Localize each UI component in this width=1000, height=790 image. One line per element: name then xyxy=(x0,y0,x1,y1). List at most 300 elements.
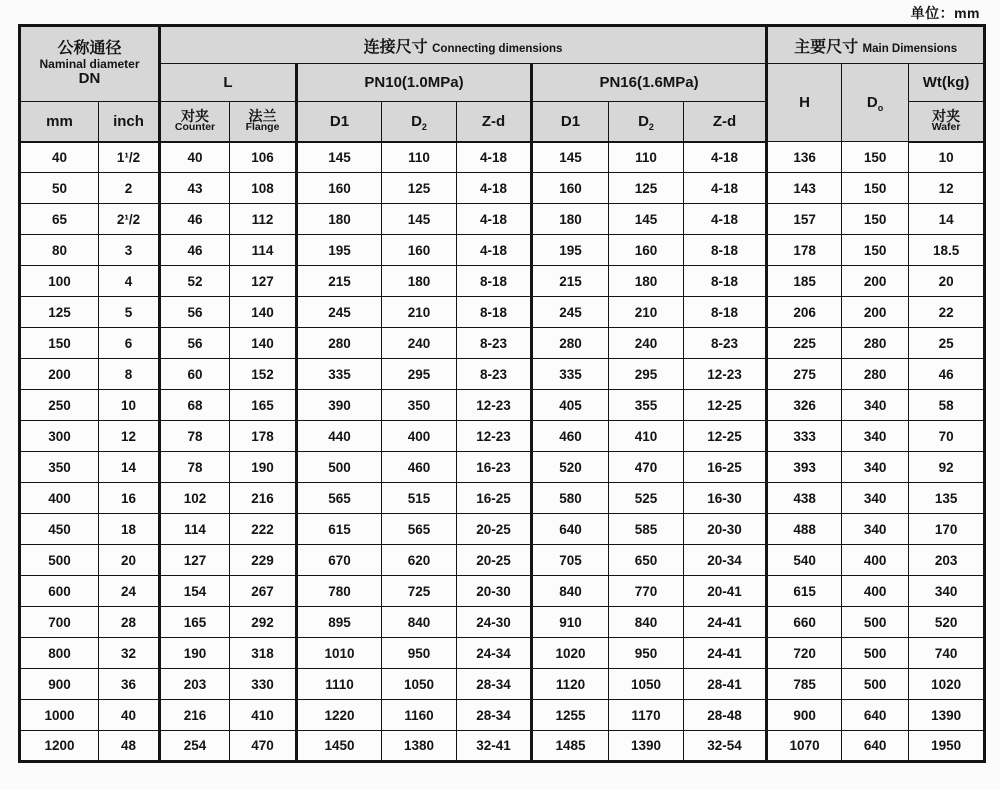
table-cell: 32-54 xyxy=(684,731,767,762)
table-cell: 470 xyxy=(230,731,297,762)
table-cell: 222 xyxy=(230,514,297,545)
table-cell: 267 xyxy=(230,576,297,607)
table-cell: 125 xyxy=(20,297,99,328)
table-cell: 780 xyxy=(297,576,382,607)
table-cell: 216 xyxy=(230,483,297,514)
header-pn16-d2: $D_2$ xyxy=(609,102,684,142)
table-cell: 40 xyxy=(20,142,99,173)
table-cell: 240 xyxy=(609,328,684,359)
table-cell: 8-23 xyxy=(684,328,767,359)
table-cell: 36 xyxy=(99,669,160,700)
table-cell: 4-18 xyxy=(457,235,532,266)
table-cell: 28-48 xyxy=(684,700,767,731)
table-cell: 16-25 xyxy=(457,483,532,514)
table-cell: 125 xyxy=(609,173,684,204)
table-cell: 200 xyxy=(842,266,909,297)
table-cell: 135 xyxy=(909,483,985,514)
table-cell: 102 xyxy=(160,483,230,514)
header-connecting-dimensions xyxy=(160,26,767,64)
table-cell: 20-25 xyxy=(457,514,532,545)
table-cell: 326 xyxy=(767,390,842,421)
table-cell: 300 xyxy=(20,421,99,452)
header-pn16-zd: Z-d xyxy=(684,102,767,142)
table-cell: 106 xyxy=(230,142,297,173)
table-cell: 32-41 xyxy=(457,731,532,762)
table-cell: 80 xyxy=(20,235,99,266)
table-cell: 460 xyxy=(382,452,457,483)
table-cell: 400 xyxy=(842,576,909,607)
table-cell: 400 xyxy=(842,545,909,576)
table-cell: 165 xyxy=(230,390,297,421)
table-cell: 600 xyxy=(20,576,99,607)
table-cell: 340 xyxy=(909,576,985,607)
table-cell: 170 xyxy=(909,514,985,545)
table-cell: 108 xyxy=(230,173,297,204)
table-cell: 405 xyxy=(532,390,609,421)
table-cell: 620 xyxy=(382,545,457,576)
table-cell: 280 xyxy=(532,328,609,359)
table-row xyxy=(20,204,985,235)
table-cell: 335 xyxy=(532,359,609,390)
table-cell: 145 xyxy=(382,204,457,235)
table-cell: 720 xyxy=(767,638,842,669)
table-cell: 40 xyxy=(99,700,160,731)
nominal-diameter-code: DN xyxy=(78,69,101,87)
table-row xyxy=(20,638,985,669)
table-cell: 145 xyxy=(297,142,382,173)
table-cell: 3 xyxy=(99,235,160,266)
table-cell: 185 xyxy=(767,266,842,297)
table-cell: 280 xyxy=(297,328,382,359)
table-cell: 46 xyxy=(160,204,230,235)
table-cell: 1000 xyxy=(20,700,99,731)
table-row xyxy=(20,576,985,607)
table-row xyxy=(20,390,985,421)
table-cell: 580 xyxy=(532,483,609,514)
header-nominal-diameter xyxy=(20,26,160,102)
table-cell: 20 xyxy=(99,545,160,576)
table-cell: 565 xyxy=(382,514,457,545)
table-cell: 254 xyxy=(160,731,230,762)
table-cell: 56 xyxy=(160,297,230,328)
table-cell: 740 xyxy=(909,638,985,669)
header-mm: mm xyxy=(20,102,99,142)
table-cell: 28-41 xyxy=(684,669,767,700)
header-wafer: 对夹 Wafer xyxy=(909,102,985,142)
table-cell: 215 xyxy=(297,266,382,297)
table-cell: 140 xyxy=(230,297,297,328)
table-cell: 1120 xyxy=(532,669,609,700)
table-cell: 910 xyxy=(532,607,609,638)
table-cell: 136 xyxy=(767,142,842,173)
table-cell: 68 xyxy=(160,390,230,421)
table-cell: 640 xyxy=(842,731,909,762)
table-cell: 20-30 xyxy=(684,514,767,545)
table-cell: 18.5 xyxy=(909,235,985,266)
table-cell: 229 xyxy=(230,545,297,576)
table-cell: 2¹/2 xyxy=(99,204,160,235)
table-cell: 488 xyxy=(767,514,842,545)
table-cell: 200 xyxy=(20,359,99,390)
table-cell: 440 xyxy=(297,421,382,452)
table-cell: 16 xyxy=(99,483,160,514)
table-cell: 292 xyxy=(230,607,297,638)
table-cell: 900 xyxy=(767,700,842,731)
table-cell: 56 xyxy=(160,328,230,359)
table-cell: 16-25 xyxy=(684,452,767,483)
table-cell: 6 xyxy=(99,328,160,359)
table-cell: 438 xyxy=(767,483,842,514)
table-cell: 615 xyxy=(767,576,842,607)
table-cell: 20-30 xyxy=(457,576,532,607)
valve-dimensions-table xyxy=(18,24,986,763)
table-cell: 92 xyxy=(909,452,985,483)
table-cell: 245 xyxy=(297,297,382,328)
table-cell: 210 xyxy=(382,297,457,328)
table-row xyxy=(20,359,985,390)
table-cell: 112 xyxy=(230,204,297,235)
table-cell: 275 xyxy=(767,359,842,390)
table-cell: 14 xyxy=(909,204,985,235)
table-cell: 1070 xyxy=(767,731,842,762)
table-cell: 393 xyxy=(767,452,842,483)
header-pn10: PN10(1.0MPa) xyxy=(297,64,532,102)
table-cell: 216 xyxy=(160,700,230,731)
table-row xyxy=(20,421,985,452)
table-cell: 32 xyxy=(99,638,160,669)
table-cell: 8-18 xyxy=(684,266,767,297)
table-cell: 340 xyxy=(842,421,909,452)
connecting-dimensions-zh: 连接尺寸 xyxy=(363,38,428,56)
table-cell: 4-18 xyxy=(457,142,532,173)
table-cell: 150 xyxy=(842,173,909,204)
table-cell: 240 xyxy=(382,328,457,359)
table-cell: 20-41 xyxy=(684,576,767,607)
table-cell: 12 xyxy=(99,421,160,452)
table-cell: 1390 xyxy=(909,700,985,731)
table-cell: 500 xyxy=(842,607,909,638)
table-cell: 100 xyxy=(20,266,99,297)
table-cell: 295 xyxy=(609,359,684,390)
table-cell: 24-34 xyxy=(457,638,532,669)
table-row xyxy=(20,607,985,638)
table-cell: 1020 xyxy=(909,669,985,700)
table-cell: 154 xyxy=(160,576,230,607)
table-cell: 450 xyxy=(20,514,99,545)
main-dimensions-en: Main Dimensions xyxy=(862,42,958,55)
table-cell: 60 xyxy=(160,359,230,390)
table-cell: 150 xyxy=(842,142,909,173)
table-cell: 4-18 xyxy=(684,204,767,235)
table-cell: 950 xyxy=(609,638,684,669)
table-cell: 10 xyxy=(909,142,985,173)
header-L: L xyxy=(160,64,297,102)
header-pn10-zd: Z-d xyxy=(457,102,532,142)
table-cell: 8-18 xyxy=(684,297,767,328)
table-cell: 190 xyxy=(230,452,297,483)
table-cell: 110 xyxy=(382,142,457,173)
table-row xyxy=(20,700,985,731)
table-cell: 70 xyxy=(909,421,985,452)
table-cell: 470 xyxy=(609,452,684,483)
table-row xyxy=(20,328,985,359)
table-cell: 460 xyxy=(532,421,609,452)
table-cell: 4 xyxy=(99,266,160,297)
table-cell: 1050 xyxy=(382,669,457,700)
nominal-diameter-zh: 公称通径 xyxy=(57,40,122,58)
table-cell: 565 xyxy=(297,483,382,514)
table-cell: 140 xyxy=(230,328,297,359)
header-inch: inch xyxy=(99,102,160,142)
table-cell: 4-18 xyxy=(457,173,532,204)
table-cell: 114 xyxy=(230,235,297,266)
table-cell: 1485 xyxy=(532,731,609,762)
table-cell: 8-18 xyxy=(684,235,767,266)
table-cell: 2 xyxy=(99,173,160,204)
table-cell: 1110 xyxy=(297,669,382,700)
table-cell: 24-41 xyxy=(684,607,767,638)
table-cell: 650 xyxy=(609,545,684,576)
table-cell: 840 xyxy=(532,576,609,607)
table-cell: 1160 xyxy=(382,700,457,731)
table-cell: 46 xyxy=(160,235,230,266)
table-cell: 12-23 xyxy=(457,390,532,421)
table-cell: 400 xyxy=(382,421,457,452)
table-row xyxy=(20,545,985,576)
table-cell: 1200 xyxy=(20,731,99,762)
table-cell: 25 xyxy=(909,328,985,359)
table-cell: 160 xyxy=(532,173,609,204)
table-cell: 20 xyxy=(909,266,985,297)
table-cell: 500 xyxy=(842,669,909,700)
table-cell: 215 xyxy=(532,266,609,297)
table-cell: 1010 xyxy=(297,638,382,669)
header-flange: 法兰 Flange xyxy=(230,102,297,142)
table-cell: 110 xyxy=(609,142,684,173)
nominal-diameter-en: Naminal diameter xyxy=(39,57,140,72)
table-cell: 127 xyxy=(160,545,230,576)
table-cell: 725 xyxy=(382,576,457,607)
table-cell: 340 xyxy=(842,390,909,421)
table-body xyxy=(20,142,985,762)
table-cell: 640 xyxy=(532,514,609,545)
table-cell: 46 xyxy=(909,359,985,390)
header-D0: $D_o$ xyxy=(842,64,909,142)
table-cell: 160 xyxy=(382,235,457,266)
table-cell: 50 xyxy=(20,173,99,204)
table-cell: 180 xyxy=(532,204,609,235)
table-cell: 52 xyxy=(160,266,230,297)
table-row xyxy=(20,669,985,700)
header-weight: Wt(kg) xyxy=(909,64,985,102)
main-dimensions-zh: 主要尺寸 xyxy=(794,38,859,56)
table-cell: 280 xyxy=(842,328,909,359)
header-main-dimensions xyxy=(767,26,985,64)
table-cell: 10 xyxy=(99,390,160,421)
table-cell: 165 xyxy=(160,607,230,638)
table-row xyxy=(20,483,985,514)
table-cell: 12-23 xyxy=(457,421,532,452)
table-cell: 5 xyxy=(99,297,160,328)
table-cell: 280 xyxy=(842,359,909,390)
table-cell: 895 xyxy=(297,607,382,638)
table-cell: 1020 xyxy=(532,638,609,669)
table-cell: 410 xyxy=(230,700,297,731)
table-cell: 127 xyxy=(230,266,297,297)
table-cell: 1450 xyxy=(297,731,382,762)
table-cell: 1380 xyxy=(382,731,457,762)
table-cell: 1950 xyxy=(909,731,985,762)
table-cell: 1170 xyxy=(609,700,684,731)
table-cell: 20-34 xyxy=(684,545,767,576)
table-cell: 20-25 xyxy=(457,545,532,576)
table-cell: 150 xyxy=(842,204,909,235)
table-cell: 145 xyxy=(609,204,684,235)
table-cell: 8-18 xyxy=(457,297,532,328)
table-cell: 210 xyxy=(609,297,684,328)
table-cell: 515 xyxy=(382,483,457,514)
table-cell: 43 xyxy=(160,173,230,204)
table-row xyxy=(20,235,985,266)
table-cell: 800 xyxy=(20,638,99,669)
table-cell: 340 xyxy=(842,514,909,545)
table-row xyxy=(20,142,985,173)
table-cell: 12-25 xyxy=(684,390,767,421)
table-cell: 178 xyxy=(767,235,842,266)
table-cell: 700 xyxy=(20,607,99,638)
table-cell: 18 xyxy=(99,514,160,545)
table-cell: 350 xyxy=(20,452,99,483)
table-cell: 840 xyxy=(382,607,457,638)
table-cell: 12 xyxy=(909,173,985,204)
table-cell: 180 xyxy=(382,266,457,297)
table-cell: 340 xyxy=(842,452,909,483)
unit-label: 单位：mm xyxy=(910,5,980,21)
table-row xyxy=(20,173,985,204)
table-cell: 28-34 xyxy=(457,669,532,700)
table-cell: 1050 xyxy=(609,669,684,700)
table-row xyxy=(20,731,985,762)
table-cell: 180 xyxy=(297,204,382,235)
header-H: H xyxy=(767,64,842,142)
header-pn16: PN16(1.6MPa) xyxy=(532,64,767,102)
table-cell: 333 xyxy=(767,421,842,452)
table-row xyxy=(20,514,985,545)
header-counter: 对夹 Counter xyxy=(160,102,230,142)
table-cell: 28 xyxy=(99,607,160,638)
table-cell: 58 xyxy=(909,390,985,421)
table-cell: 200 xyxy=(842,297,909,328)
table-cell: 785 xyxy=(767,669,842,700)
table-row xyxy=(20,452,985,483)
table-cell: 12-23 xyxy=(684,359,767,390)
table-cell: 160 xyxy=(297,173,382,204)
table-cell: 195 xyxy=(297,235,382,266)
table-cell: 520 xyxy=(909,607,985,638)
table-cell: 203 xyxy=(160,669,230,700)
table-cell: 640 xyxy=(842,700,909,731)
table-cell: 520 xyxy=(532,452,609,483)
table-cell: 340 xyxy=(842,483,909,514)
table-row xyxy=(20,297,985,328)
table-cell: 585 xyxy=(609,514,684,545)
table-cell: 65 xyxy=(20,204,99,235)
table-cell: 206 xyxy=(767,297,842,328)
table-cell: 1255 xyxy=(532,700,609,731)
table-cell: 705 xyxy=(532,545,609,576)
table-cell: 114 xyxy=(160,514,230,545)
header-pn10-d1: D1 xyxy=(297,102,382,142)
table-cell: 330 xyxy=(230,669,297,700)
table-cell: 1¹/2 xyxy=(99,142,160,173)
table-cell: 540 xyxy=(767,545,842,576)
table-cell: 28-34 xyxy=(457,700,532,731)
table-cell: 16-23 xyxy=(457,452,532,483)
table-cell: 295 xyxy=(382,359,457,390)
table-cell: 178 xyxy=(230,421,297,452)
table-cell: 4-18 xyxy=(457,204,532,235)
table-cell: 615 xyxy=(297,514,382,545)
table-cell: 225 xyxy=(767,328,842,359)
table-cell: 500 xyxy=(20,545,99,576)
table-cell: 24-41 xyxy=(684,638,767,669)
table-cell: 125 xyxy=(382,173,457,204)
table-cell: 180 xyxy=(609,266,684,297)
table-cell: 4-18 xyxy=(684,142,767,173)
table-cell: 840 xyxy=(609,607,684,638)
table-cell: 16-30 xyxy=(684,483,767,514)
table-cell: 160 xyxy=(609,235,684,266)
table-cell: 40 xyxy=(160,142,230,173)
table-cell: 355 xyxy=(609,390,684,421)
table-cell: 24-30 xyxy=(457,607,532,638)
table-row xyxy=(20,266,985,297)
table-cell: 950 xyxy=(382,638,457,669)
table-cell: 22 xyxy=(909,297,985,328)
header-pn16-d1: D1 xyxy=(532,102,609,142)
table-cell: 78 xyxy=(160,421,230,452)
table-cell: 150 xyxy=(20,328,99,359)
table-cell: 770 xyxy=(609,576,684,607)
table-cell: 390 xyxy=(297,390,382,421)
table-cell: 152 xyxy=(230,359,297,390)
table-cell: 900 xyxy=(20,669,99,700)
table-cell: 12-25 xyxy=(684,421,767,452)
table-cell: 24 xyxy=(99,576,160,607)
table-cell: 500 xyxy=(842,638,909,669)
table-cell: 8-18 xyxy=(457,266,532,297)
table-cell: 245 xyxy=(532,297,609,328)
table-cell: 670 xyxy=(297,545,382,576)
table-cell: 14 xyxy=(99,452,160,483)
header-pn10-d2: $D_2$ xyxy=(382,102,457,142)
table-cell: 318 xyxy=(230,638,297,669)
table-cell: 78 xyxy=(160,452,230,483)
table-cell: 250 xyxy=(20,390,99,421)
table-cell: 157 xyxy=(767,204,842,235)
table-cell: 195 xyxy=(532,235,609,266)
table-cell: 150 xyxy=(842,235,909,266)
table-cell: 525 xyxy=(609,483,684,514)
table-cell: 8-23 xyxy=(457,328,532,359)
table-cell: 48 xyxy=(99,731,160,762)
table-cell: 190 xyxy=(160,638,230,669)
table-cell: 1390 xyxy=(609,731,684,762)
table-cell: 8 xyxy=(99,359,160,390)
table-cell: 350 xyxy=(382,390,457,421)
table-cell: 1220 xyxy=(297,700,382,731)
table-cell: 145 xyxy=(532,142,609,173)
